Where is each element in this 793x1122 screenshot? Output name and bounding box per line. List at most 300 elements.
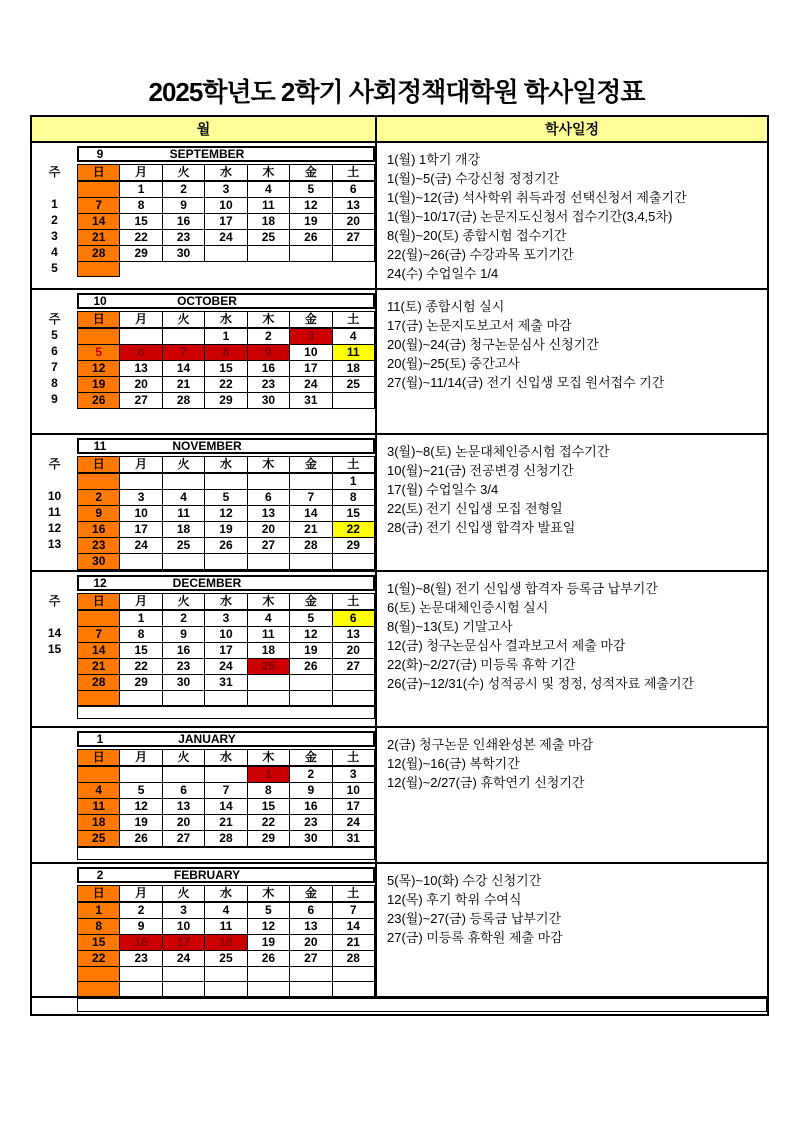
calendar-week-row [78, 506, 375, 522]
gutter-spacer [32, 146, 77, 164]
day-cell-empty [162, 473, 204, 490]
day-cell: 8 [120, 198, 162, 214]
day-cell: 12 [120, 799, 162, 815]
week-number [32, 797, 77, 813]
day-cell: 4 [205, 902, 247, 919]
day-cell-empty [332, 246, 374, 262]
day-cell: 24 [205, 659, 247, 675]
schedule-item: 12(월)~16(금) 복학기간 [387, 756, 520, 771]
month-header [77, 867, 375, 883]
day-header-cell: 月 [120, 457, 162, 474]
day-header-cell: 木 [247, 886, 289, 903]
schedule-item: 28(금) 전기 신입생 합격자 발표일 [387, 520, 576, 535]
calendar-week-row [78, 766, 375, 783]
day-header-cell: 木 [247, 457, 289, 474]
day-cell: 6 [332, 181, 374, 198]
day-cell: 1 [120, 610, 162, 627]
day-cell: 18 [78, 815, 120, 831]
day-cell: 16 [290, 799, 332, 815]
day-cell: 13 [332, 198, 374, 214]
day-cell: 23 [247, 377, 289, 393]
calendar-week-row [78, 967, 375, 982]
day-cell: 7 [290, 490, 332, 506]
week-gutter [32, 146, 77, 288]
calendar-week-row [78, 554, 375, 570]
day-cell: 8 [332, 490, 374, 506]
day-cell-empty [247, 246, 289, 262]
day-cell: 3 [290, 328, 332, 345]
month-column [32, 143, 377, 288]
week-number: 1 [51, 197, 58, 211]
day-cell: 7 [78, 198, 120, 214]
day-cell: 6 [120, 345, 162, 361]
day-cell: 17 [290, 361, 332, 377]
day-cell: 16 [162, 214, 204, 230]
day-header-cell: 日 [78, 750, 120, 767]
day-cell: 19 [120, 815, 162, 831]
day-header-cell: 水 [205, 886, 247, 903]
schedule-item: 3(월)~8(토) 논문대체인증시험 접수기간 [387, 444, 610, 459]
calendar-week-row [78, 659, 375, 675]
day-header-cell: 月 [120, 886, 162, 903]
bottom-empty-row [32, 998, 767, 1014]
week-number [32, 609, 77, 625]
day-header-cell: 土 [332, 886, 374, 903]
calendar-week-row [78, 230, 375, 246]
calendar-week-row [78, 473, 375, 490]
month-name: FEBRUARY [173, 868, 241, 882]
month-header [77, 731, 375, 747]
day-cell: 3 [162, 902, 204, 919]
day-cell: 5 [205, 490, 247, 506]
schedule-list [377, 290, 767, 433]
day-cell-empty [162, 328, 204, 345]
day-cell: 29 [332, 538, 374, 554]
schedule-item: 12(월)~2/27(금) 휴학연기 신청기간 [387, 775, 585, 790]
day-cell-empty [205, 473, 247, 490]
day-cell-empty [78, 262, 120, 277]
day-header-cell: 金 [290, 594, 332, 611]
day-header-cell: 木 [247, 312, 289, 329]
day-cell: 2 [120, 902, 162, 919]
week-number [32, 472, 77, 488]
week-number: 11 [48, 505, 61, 519]
day-cell: 3 [120, 490, 162, 506]
schedule-list [377, 572, 767, 726]
month-column [32, 572, 377, 726]
day-header-cell: 火 [162, 312, 204, 329]
day-cell-empty [205, 262, 247, 277]
day-cell-empty [247, 554, 289, 570]
week-number: 5 [51, 261, 58, 275]
day-cell: 3 [205, 181, 247, 198]
week-column-label [32, 885, 77, 901]
calendar-week-row [78, 538, 375, 554]
day-header-cell: 水 [205, 312, 247, 329]
day-cell: 15 [78, 935, 120, 951]
day-cell-empty [120, 967, 162, 982]
week-number [32, 765, 77, 781]
day-cell: 23 [162, 659, 204, 675]
day-cell: 27 [332, 659, 374, 675]
mini-calendar [77, 146, 375, 288]
week-number [32, 673, 77, 689]
day-cell: 9 [162, 198, 204, 214]
day-cell-empty [78, 691, 120, 706]
day-cell-empty [120, 262, 162, 277]
calendar-week-row [78, 361, 375, 377]
day-cell: 26 [205, 538, 247, 554]
day-cell: 5 [290, 181, 332, 198]
day-cell: 7 [205, 783, 247, 799]
day-cell-empty [247, 473, 289, 490]
schedule-item: 1(월)~5(금) 수강신청 정정기간 [387, 171, 560, 186]
day-cell: 25 [162, 538, 204, 554]
day-cell: 24 [205, 230, 247, 246]
calendar-week-row [78, 643, 375, 659]
day-cell: 10 [290, 345, 332, 361]
day-cell: 2 [78, 490, 120, 506]
day-cell: 14 [290, 506, 332, 522]
day-cell: 22 [120, 230, 162, 246]
schedule-item: 2(금) 청구논문 인쇄완성본 제출 마감 [387, 737, 594, 752]
calendar-week-row [78, 377, 375, 393]
month-name: OCTOBER [177, 294, 237, 308]
day-header-cell: 木 [247, 165, 289, 182]
day-cell: 4 [247, 181, 289, 198]
day-header-cell: 水 [205, 165, 247, 182]
schedule-item: 1(월)~8(월) 전기 신입생 합격자 등록금 납부기간 [387, 581, 658, 596]
calendar-week-row [78, 522, 375, 538]
day-header-cell: 火 [162, 594, 204, 611]
day-header-cell: 火 [162, 165, 204, 182]
mini-calendar [77, 575, 375, 726]
day-cell: 15 [332, 506, 374, 522]
calendar-grid [77, 311, 375, 409]
schedule-list [377, 728, 767, 862]
day-cell: 18 [247, 643, 289, 659]
day-cell: 22 [332, 522, 374, 538]
day-cell: 29 [247, 831, 289, 847]
day-cell: 13 [162, 799, 204, 815]
schedule-item: 12(금) 청구논문심사 결과보고서 제출 마감 [387, 638, 626, 653]
day-header-row [78, 457, 375, 474]
day-cell-empty [332, 554, 374, 570]
month-column [32, 435, 377, 570]
day-cell: 12 [290, 627, 332, 643]
calendar-week-row [78, 831, 375, 847]
month-section-january [32, 728, 767, 864]
day-cell: 21 [290, 522, 332, 538]
day-cell: 12 [205, 506, 247, 522]
day-cell-empty [332, 982, 374, 997]
week-number: 13 [47, 537, 62, 551]
day-cell: 8 [247, 783, 289, 799]
day-cell: 10 [332, 783, 374, 799]
day-cell: 25 [78, 831, 120, 847]
day-cell-empty [205, 967, 247, 982]
day-cell: 13 [290, 919, 332, 935]
calendar-week-row [78, 610, 375, 627]
day-cell-empty [78, 766, 120, 783]
day-header-cell: 土 [332, 457, 374, 474]
day-cell: 30 [290, 831, 332, 847]
week-number: 15 [47, 642, 62, 656]
mini-calendar [77, 438, 375, 570]
week-number [32, 933, 77, 949]
day-cell: 6 [332, 610, 374, 627]
calendar-week-row [78, 935, 375, 951]
day-cell: 19 [78, 377, 120, 393]
day-cell: 2 [162, 610, 204, 627]
day-cell: 17 [162, 935, 204, 951]
day-cell-empty [120, 554, 162, 570]
day-cell: 29 [205, 393, 247, 409]
day-header-cell: 水 [205, 750, 247, 767]
day-cell: 7 [162, 345, 204, 361]
schedule-item: 1(월) 1학기 개강 [387, 152, 481, 167]
day-header-cell: 日 [78, 312, 120, 329]
calendar-grid [77, 164, 375, 277]
schedule-list [377, 435, 767, 570]
calendar-week-row [78, 919, 375, 935]
day-cell: 17 [205, 643, 247, 659]
day-header-cell: 土 [332, 594, 374, 611]
day-header-cell: 日 [78, 886, 120, 903]
day-header-row [78, 886, 375, 903]
day-cell: 4 [78, 783, 120, 799]
table-header-row [32, 117, 767, 143]
day-cell: 16 [78, 522, 120, 538]
day-cell: 15 [120, 214, 162, 230]
day-header-cell: 土 [332, 750, 374, 767]
schedule-item: 12(목) 후기 학위 수여식 [387, 892, 522, 907]
day-cell: 31 [290, 393, 332, 409]
day-cell: 28 [290, 538, 332, 554]
month-header [77, 575, 375, 591]
day-header-cell: 火 [162, 457, 204, 474]
schedule-item: 11(토) 종합시험 실시 [387, 299, 505, 314]
day-cell: 15 [120, 643, 162, 659]
schedule-item: 20(월)~25(토) 중간고사 [387, 356, 520, 371]
month-name: DECEMBER [172, 576, 242, 590]
day-header-row [78, 312, 375, 329]
day-cell: 16 [162, 643, 204, 659]
day-cell: 14 [205, 799, 247, 815]
day-cell-empty [162, 262, 204, 277]
day-cell: 13 [120, 361, 162, 377]
schedule-list [377, 864, 767, 996]
day-cell-empty [290, 246, 332, 262]
week-number [32, 965, 77, 981]
week-number: 12 [47, 521, 62, 535]
month-column [32, 728, 377, 862]
month-name: JANUARY [178, 732, 236, 746]
day-cell-empty [290, 691, 332, 706]
day-cell: 11 [162, 506, 204, 522]
week-number: 2 [51, 213, 58, 227]
day-cell: 29 [120, 246, 162, 262]
day-cell-empty [290, 554, 332, 570]
day-cell: 25 [247, 659, 289, 675]
day-cell-empty [205, 554, 247, 570]
day-cell: 19 [205, 522, 247, 538]
day-cell-empty [78, 982, 120, 997]
week-gutter [32, 731, 77, 862]
schedule-item: 22(토) 전기 신입생 모집 전형일 [387, 501, 563, 516]
day-cell: 24 [162, 951, 204, 967]
day-cell: 15 [247, 799, 289, 815]
day-header-cell: 水 [205, 457, 247, 474]
day-cell: 10 [205, 198, 247, 214]
schedule-item: 27(월)~11/14(금) 전기 신입생 모집 원서접수 기간 [387, 375, 665, 390]
day-cell: 25 [205, 951, 247, 967]
schedule-item: 26(금)~12/31(수) 성적공시 및 정정, 성적자료 제출기간 [387, 676, 695, 691]
day-cell-empty [120, 328, 162, 345]
schedule-item: 1(월)~10/17(금) 논문지도신청서 접수기간(3,4,5차) [387, 209, 673, 224]
month-name: SEPTEMBER [169, 147, 245, 161]
day-cell: 20 [120, 377, 162, 393]
day-header-cell: 木 [247, 594, 289, 611]
day-cell: 31 [332, 831, 374, 847]
calendar-week-row [78, 902, 375, 919]
day-cell: 4 [247, 610, 289, 627]
day-cell-empty [247, 262, 289, 277]
mini-calendar [77, 293, 375, 433]
schedule-item: 17(금) 논문지도보고서 제출 마감 [387, 318, 572, 333]
day-cell-empty [162, 554, 204, 570]
day-header-cell: 月 [120, 750, 162, 767]
calendar-grid [77, 885, 375, 997]
day-cell: 11 [205, 919, 247, 935]
day-cell: 12 [78, 361, 120, 377]
calendar-week-row [78, 246, 375, 262]
day-cell-empty [332, 393, 374, 409]
day-cell-empty [78, 967, 120, 982]
day-cell-empty [205, 691, 247, 706]
day-cell: 1 [247, 766, 289, 783]
schedule-item: 22(월)~26(금) 수강과목 포기기간 [387, 247, 574, 262]
week-gutter [32, 867, 77, 996]
month-section-february [32, 864, 767, 998]
day-cell: 26 [247, 951, 289, 967]
day-cell: 25 [247, 230, 289, 246]
day-cell: 5 [290, 610, 332, 627]
day-cell: 1 [78, 902, 120, 919]
week-number: 3 [51, 229, 58, 243]
day-cell: 8 [205, 345, 247, 361]
day-cell-empty [78, 610, 120, 627]
day-cell-empty [290, 473, 332, 490]
calendar-week-row [78, 198, 375, 214]
day-cell: 26 [290, 230, 332, 246]
column-header-schedule: 학사일정 [544, 121, 600, 137]
day-cell: 3 [205, 610, 247, 627]
day-header-cell: 金 [290, 312, 332, 329]
day-header-cell: 火 [162, 886, 204, 903]
week-number [32, 901, 77, 917]
day-cell: 7 [332, 902, 374, 919]
calendar-grid [77, 749, 375, 847]
day-cell: 21 [78, 659, 120, 675]
day-header-cell: 月 [120, 594, 162, 611]
day-cell: 3 [332, 766, 374, 783]
day-cell-empty [205, 982, 247, 997]
day-cell: 18 [205, 935, 247, 951]
month-number: 12 [93, 576, 107, 590]
schedule-item: 5(목)~10(화) 수강 신청기간 [387, 873, 542, 888]
day-cell: 17 [205, 214, 247, 230]
day-cell: 30 [78, 554, 120, 570]
day-cell-empty [162, 691, 204, 706]
day-cell: 22 [120, 659, 162, 675]
month-header [77, 146, 375, 162]
week-gutter [32, 293, 77, 433]
day-cell: 21 [162, 377, 204, 393]
day-cell: 7 [78, 627, 120, 643]
day-cell: 11 [78, 799, 120, 815]
day-header-cell: 火 [162, 750, 204, 767]
day-header-cell: 金 [290, 457, 332, 474]
day-cell-empty [120, 982, 162, 997]
day-header-cell: 日 [78, 165, 120, 182]
week-number: 9 [51, 392, 58, 406]
day-cell: 16 [120, 935, 162, 951]
day-header-cell: 土 [332, 165, 374, 182]
day-cell-empty [205, 246, 247, 262]
day-cell: 12 [247, 919, 289, 935]
schedule-item: 20(월)~24(금) 청구논문심사 신청기간 [387, 337, 599, 352]
week-column-label: 주 [48, 312, 61, 326]
week-number [32, 180, 77, 196]
day-cell-empty [332, 262, 374, 277]
day-cell: 25 [332, 377, 374, 393]
calendar-week-row [78, 627, 375, 643]
schedule-item: 1(월)~12(금) 석사학위 취득과정 선택신청서 제출기간 [387, 190, 687, 205]
day-cell: 11 [247, 627, 289, 643]
day-cell-empty [78, 181, 120, 198]
day-header-row [78, 750, 375, 767]
day-cell: 14 [162, 361, 204, 377]
week-column-label: 주 [48, 165, 61, 179]
schedule-item: 17(월) 수업일수 3/4 [387, 482, 499, 497]
day-cell: 1 [332, 473, 374, 490]
day-cell: 20 [332, 214, 374, 230]
week-number: 10 [47, 489, 62, 503]
day-header-cell: 金 [290, 165, 332, 182]
day-cell: 19 [290, 643, 332, 659]
day-cell: 18 [247, 214, 289, 230]
day-cell-empty [332, 691, 374, 706]
day-header-cell: 金 [290, 886, 332, 903]
day-header-cell: 月 [120, 312, 162, 329]
bottom-empty-cell [77, 998, 767, 1012]
day-cell: 18 [332, 361, 374, 377]
month-column [32, 864, 377, 996]
day-cell-empty [247, 691, 289, 706]
day-cell: 2 [247, 328, 289, 345]
day-cell-empty [290, 982, 332, 997]
day-cell: 26 [290, 659, 332, 675]
day-cell-empty [332, 675, 374, 691]
day-cell: 10 [205, 627, 247, 643]
calendar-grid [77, 593, 375, 706]
month-column [32, 290, 377, 433]
day-header-cell: 木 [247, 750, 289, 767]
calendar-week-row [78, 675, 375, 691]
month-section-october [32, 290, 767, 435]
day-cell: 1 [205, 328, 247, 345]
